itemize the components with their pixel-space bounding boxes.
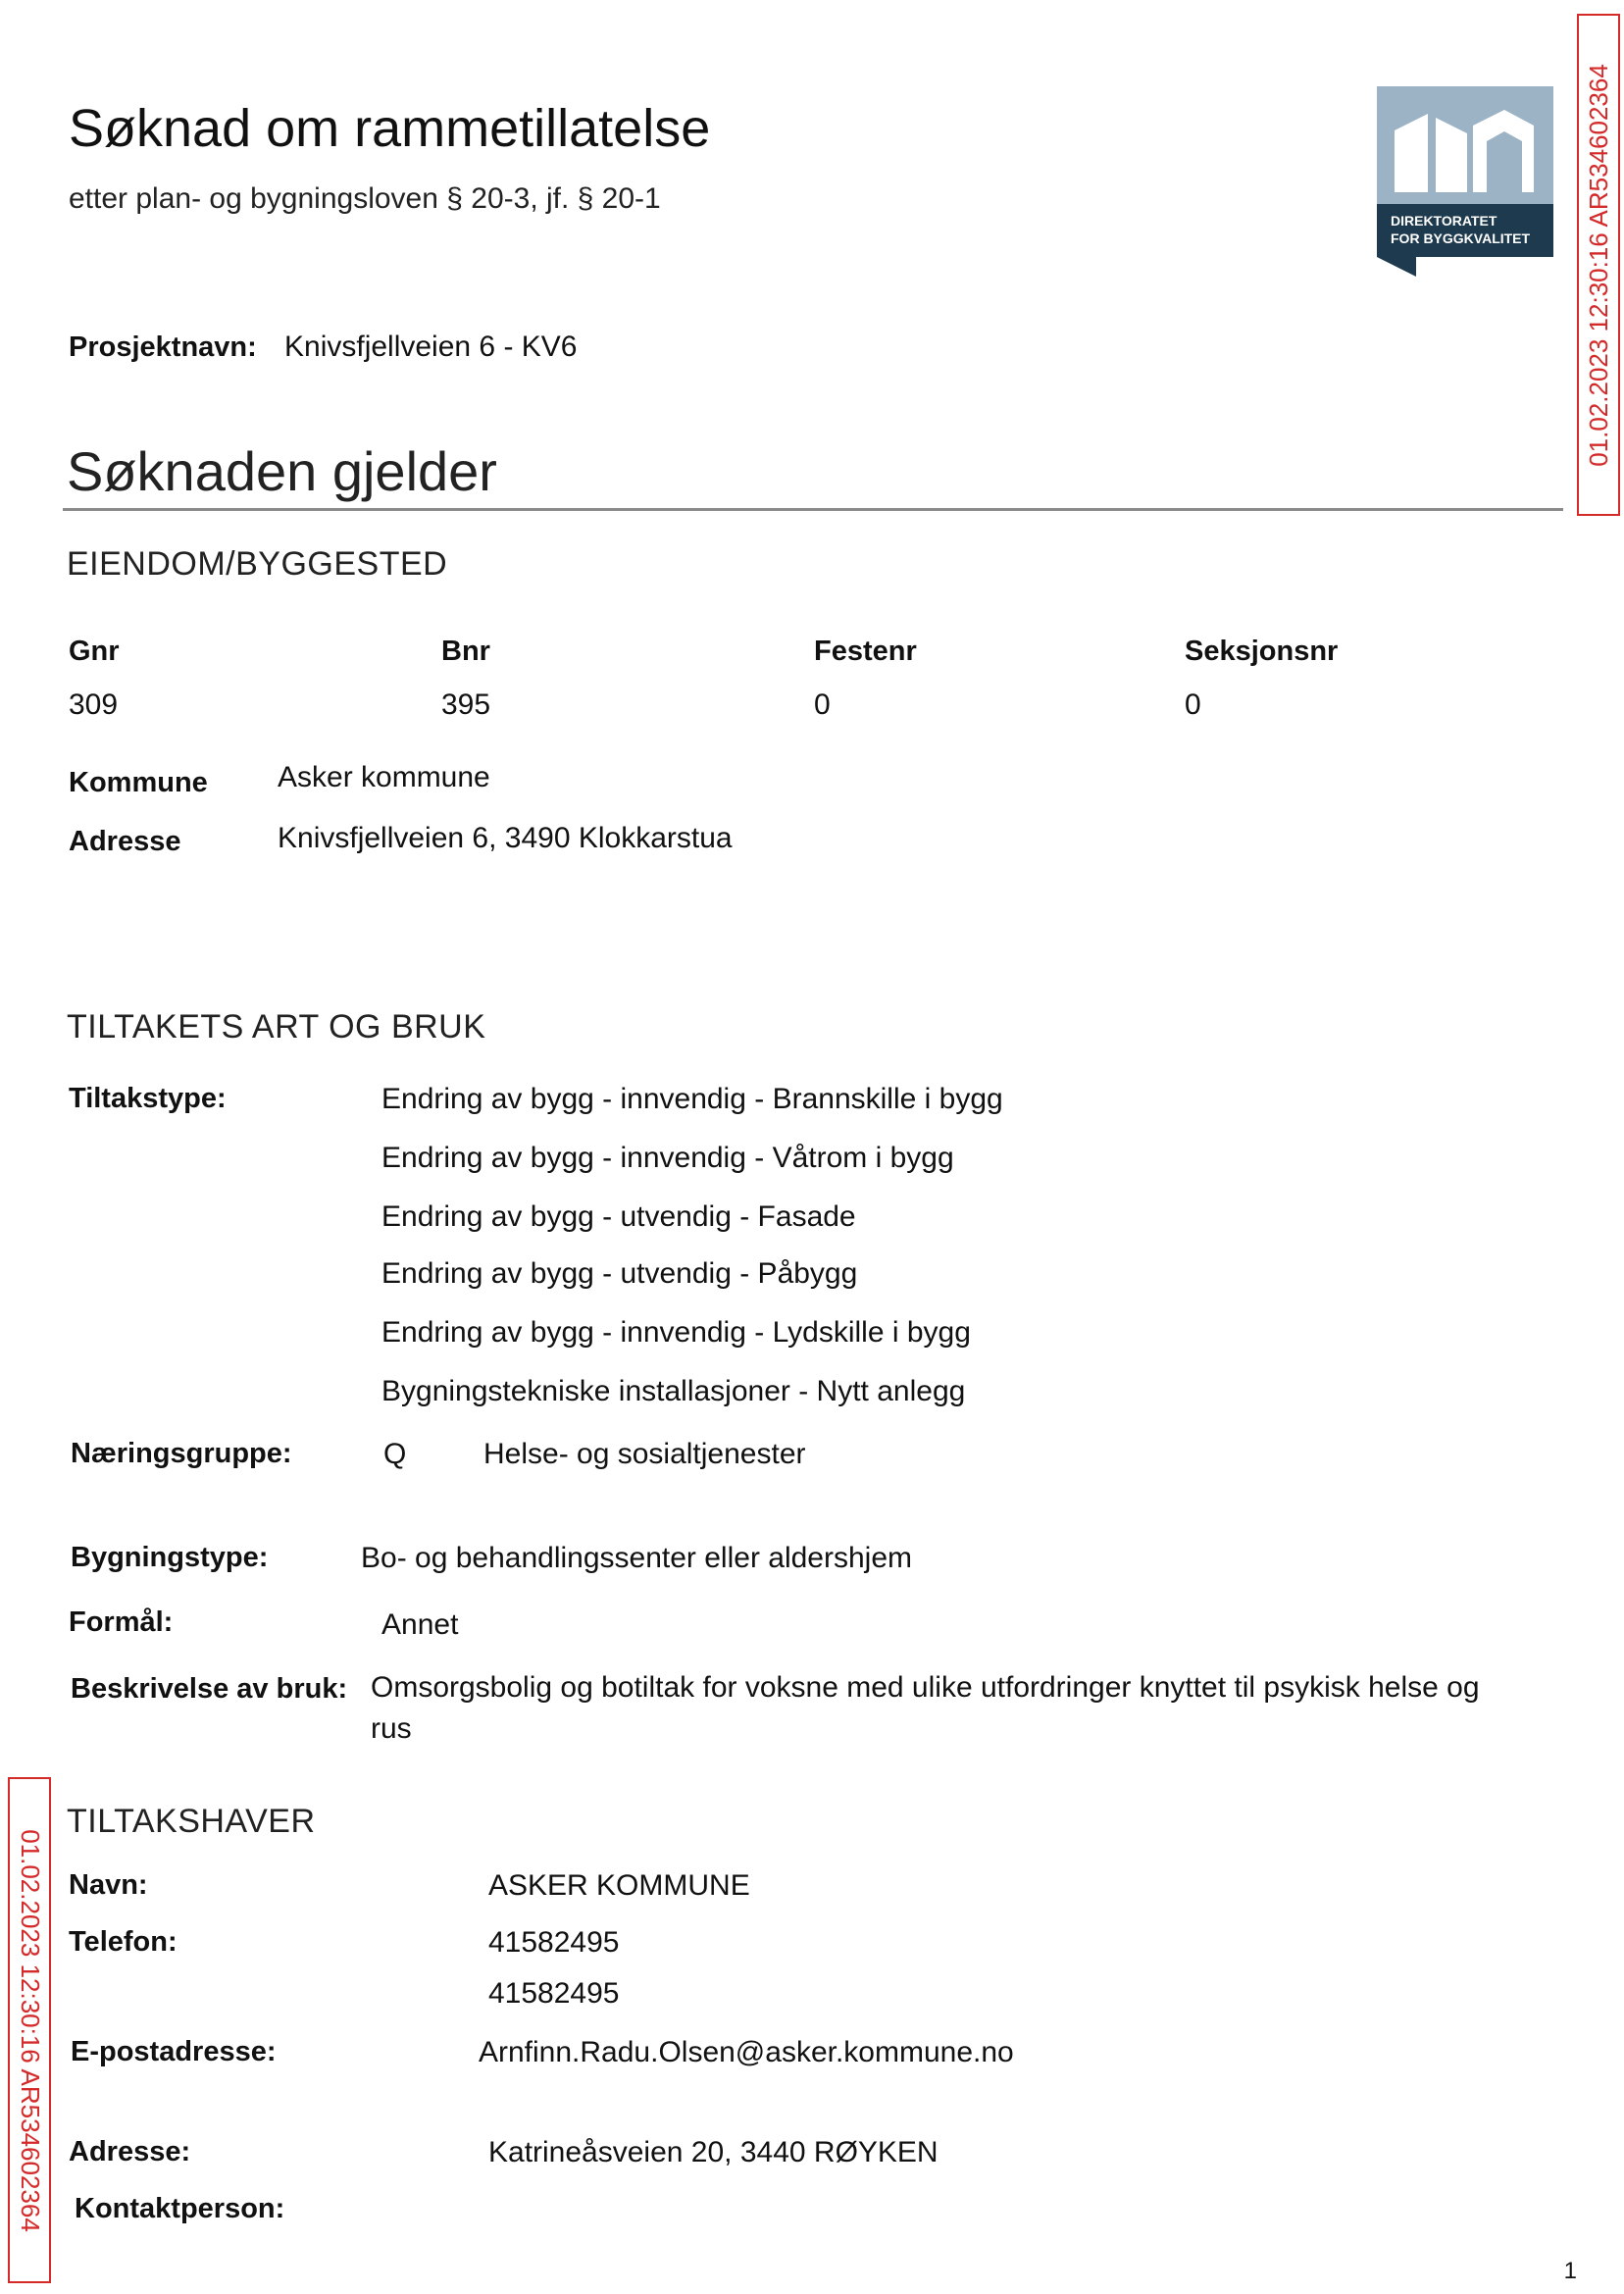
naeringsgruppe-label: Næringsgruppe: xyxy=(71,1438,292,1469)
document-subtitle: etter plan- og bygningsloven § 20-3, jf. § 20-1 xyxy=(69,182,661,215)
kommune-label: Kommune xyxy=(69,767,208,798)
telefon-value: 41582495 xyxy=(488,1926,620,1959)
gnr-label: Gnr xyxy=(69,636,120,667)
archive-stamp-text: 01.02.2023 12:30:16 AR534602364 xyxy=(1583,63,1613,467)
document-title: Søknad om rammetillatelse xyxy=(69,99,711,158)
epost-label: E-postadresse: xyxy=(71,2036,277,2067)
festenr-value: 0 xyxy=(814,688,831,721)
tiltakstype-item: Endring av bygg - utvendig - Påbygg xyxy=(381,1257,858,1290)
telefon-label: Telefon: xyxy=(69,1926,178,1958)
seksjonsnr-value: 0 xyxy=(1185,688,1201,721)
adresse-value: Knivsfjellveien 6, 3490 Klokkarstua xyxy=(278,822,733,854)
epost-value: Arnfinn.Radu.Olsen@asker.kommune.no xyxy=(479,2036,1014,2068)
eiendom-heading: EIENDOM/BYGGESTED xyxy=(67,545,448,583)
tiltakstype-item: Endring av bygg - innvendig - Brannskille i bygg xyxy=(381,1083,1003,1115)
kommune-value: Asker kommune xyxy=(278,761,490,793)
gnr-value: 309 xyxy=(69,688,119,721)
bygningstype-label: Bygningstype: xyxy=(71,1542,269,1573)
navn-label: Navn: xyxy=(69,1869,148,1901)
logo-text-line2: FOR BYGGKVALITET xyxy=(1391,230,1531,246)
tiltakstype-label: Tiltakstype: xyxy=(69,1083,227,1114)
navn-value: ASKER KOMMUNE xyxy=(488,1869,750,1902)
bnr-value: 395 xyxy=(441,688,491,721)
logo-text-line1: DIREKTORATET xyxy=(1391,213,1497,229)
section-title: Søknaden gjelder xyxy=(67,440,497,502)
tiltakstype-item: Endring av bygg - utvendig - Fasade xyxy=(381,1200,856,1233)
bygningstype-value: Bo- og behandlingssenter eller aldershjem xyxy=(361,1542,913,1574)
tiltakstype-item: Endring av bygg - innvendig - Lydskille i bygg xyxy=(381,1316,971,1349)
beskrivelse-line-1: Omsorgsbolig og botiltak for voksne med ulike utfordringer knyttet til psykisk helse og xyxy=(371,1671,1480,1704)
festenr-label: Festenr xyxy=(814,636,917,667)
page-number: 1 xyxy=(1563,2258,1577,2284)
archive-stamp-top xyxy=(1577,14,1620,516)
dibk-logo xyxy=(1377,86,1553,277)
formal-value: Annet xyxy=(381,1608,459,1641)
naeringsgruppe-code: Q xyxy=(383,1438,407,1470)
kontaktperson-label: Kontaktperson: xyxy=(75,2193,285,2224)
project-name-value: Knivsfjellveien 6 - KV6 xyxy=(284,331,578,363)
archive-stamp-left xyxy=(8,1777,51,2283)
tiltakshaver-adresse-label: Adresse: xyxy=(69,2136,191,2167)
tiltakshaver-heading: TILTAKSHAVER xyxy=(67,1803,316,1840)
section-divider xyxy=(63,508,1563,511)
naeringsgruppe-value: Helse- og sosialtjenester xyxy=(483,1438,806,1470)
tiltakstype-item: Bygningstekniske installasjoner - Nytt anlegg xyxy=(381,1375,966,1407)
formal-label: Formål: xyxy=(69,1606,174,1638)
archive-stamp-text: 01.02.2023 12:30:16 AR534602364 xyxy=(15,1828,45,2232)
bnr-label: Bnr xyxy=(441,636,490,667)
beskrivelse-line-2: rus xyxy=(371,1712,412,1745)
tiltakshaver-adresse-value: Katrineåsveien 20, 3440 RØYKEN xyxy=(488,2136,939,2168)
seksjonsnr-label: Seksjonsnr xyxy=(1185,636,1339,667)
adresse-label: Adresse xyxy=(69,826,181,857)
beskrivelse-label: Beskrivelse av bruk: xyxy=(71,1673,348,1705)
project-name-label: Prosjektnavn: xyxy=(69,331,257,363)
tiltakstype-item: Endring av bygg - innvendig - Våtrom i bygg xyxy=(381,1142,954,1174)
tiltak-heading: TILTAKETS ART OG BRUK xyxy=(67,1008,486,1045)
telefon-value: 41582495 xyxy=(488,1977,620,2010)
